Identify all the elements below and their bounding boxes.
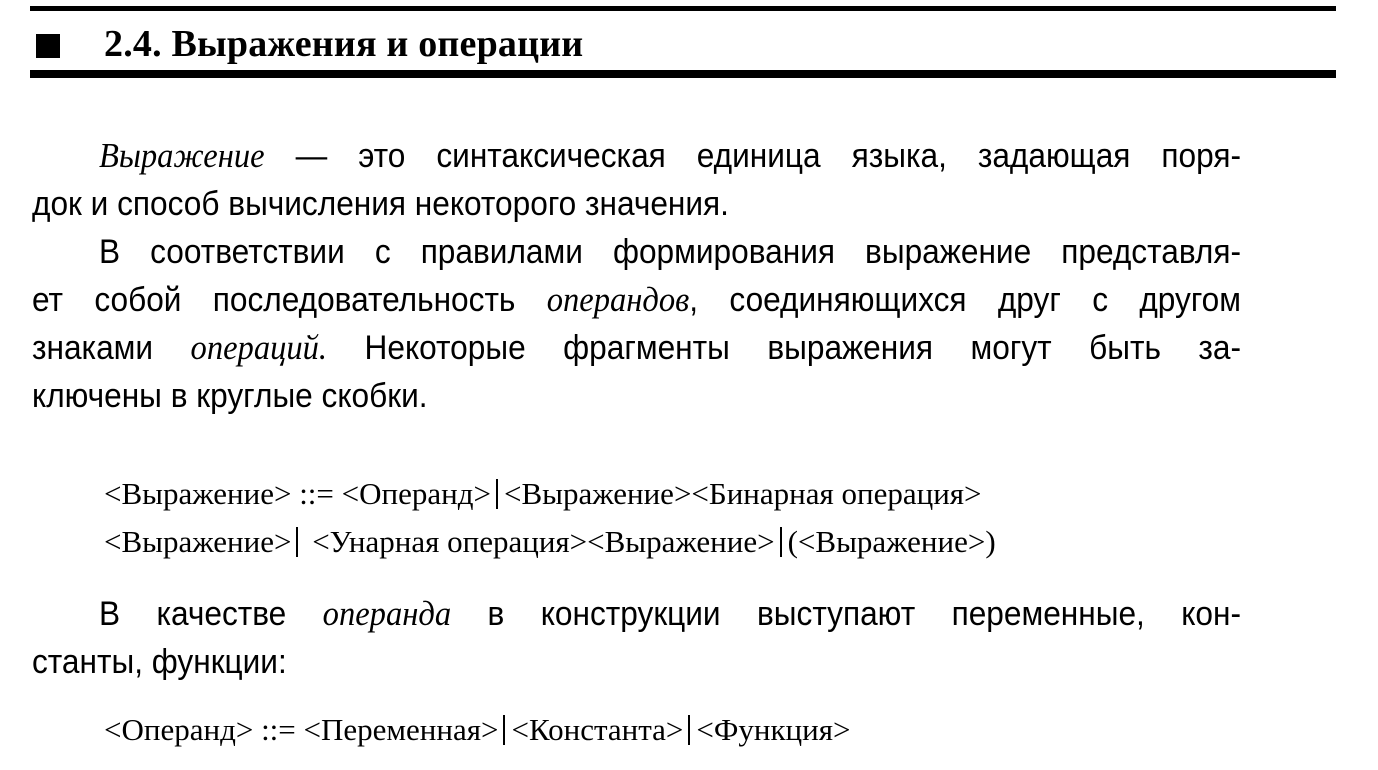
bnf-operand-rule [104,706,850,754]
text-run: , соединяющихся друг с другом [689,281,1241,319]
text-run: — это синтаксическая единица языка, задающая поря- [264,137,1241,175]
section-header [30,6,1336,78]
italic-term: операнда [322,594,452,633]
alternative-bar [496,479,498,509]
formula-text: <Операнд> ::= <Переменная> [104,712,499,747]
paragraph-definition [32,132,1241,228]
alternative-bar [780,527,782,557]
text-run: Некоторые фрагменты выражения могут быть за- [327,329,1242,367]
paragraph-line: док и способ вычисления некоторого значения. [32,185,729,223]
paragraph-composition [32,228,1241,420]
paragraph-line [32,132,1241,180]
text-run: ет собой последовательность [32,281,547,319]
formula-text: <Константа> [511,712,684,747]
text-run: в конструкции выступают переменные, кон- [451,595,1242,633]
alternative-bar [688,715,690,745]
paragraph-line: станты, функции: [32,643,287,681]
formula-line [104,518,996,566]
formula-line [104,470,996,518]
paragraph-line [32,590,1241,638]
bnf-expression-rule [104,470,996,566]
formula-text: <Выражение> [104,524,292,559]
paragraph-line: В соответствии с правилами формирования выражение представля- [98,233,1242,271]
formula-text: <Выражение><Бинарная операция> [503,476,982,511]
formula-line [104,706,850,754]
italic-term: Выражение [98,136,265,175]
paragraph-operands [32,590,1241,686]
header-bottom-rule [30,70,1336,78]
italic-term: операций. [190,328,328,367]
italic-term: операндов [546,280,690,319]
formula-text: <Функция> [696,712,851,747]
alternative-bar [296,527,298,557]
formula-text: <Выражение> ::= <Операнд> [104,476,491,511]
formula-text: <Унарная операция><Выражение> [304,524,775,559]
paragraph-line: ключены в круглые скобки. [32,377,428,415]
header-top-rule [30,6,1336,11]
square-bullet-icon [36,34,60,58]
text-run: знаками [32,329,191,367]
paragraph-line [32,276,1241,324]
paragraph-line [32,324,1241,372]
alternative-bar [503,715,505,745]
section-title: 2.4. Выражения и операции [104,23,584,65]
text-run: В качестве [98,595,323,633]
formula-text: (<Выражение>) [787,524,996,559]
